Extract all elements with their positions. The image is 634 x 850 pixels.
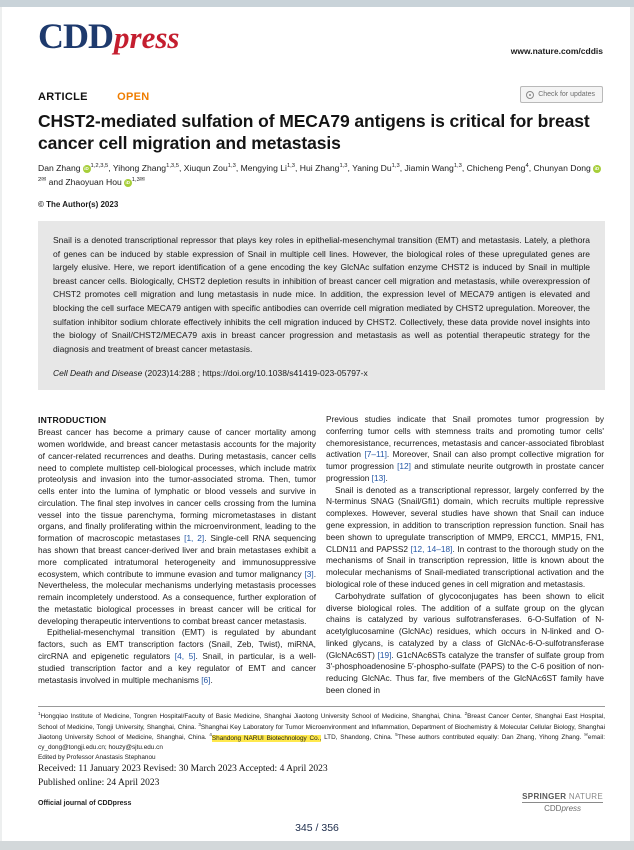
page-edge <box>630 7 634 841</box>
citation-doi-link[interactable]: (2023)14:288 ; https://doi.org/10.1038/s41419-023-05797-x <box>142 368 368 379</box>
article-body <box>38 414 605 707</box>
body-paragraph: Breast cancer has become a primary cause of cancer mortality among women worldwide, and breast cancer metastasis accounts for the majority of cancer-related recurrences and deaths. During metastasis, cancer cells need to complete multistep cell-biological processes, which include matrix proteolysis and invasion into the tumor-associated stroma. Then, tumor cells enter into the lumina of lymphatic or blood vessels and survive in circulation. The final step involves in cancer cells crossing from the lumina vessel into the tissue parenchyma, forming micrometastases in distant organs, and finally proliferating within the microenvironment, leading to the formation of macroscopic metastases [1, 2]. Single-cell RNA sequencing has shown that breast cancer-derived liver and brain metastases exhibit a more complicated intratumoral heterogeneity and immunosuppressive ecosystem, which contribute to immune evasion and tumor malignancy [3]. Nevertheless, the molecular mechanisms underlying metastasis processes remain incompletely understood. As a consequence, further exploration of the metastatic biological processes in breast cancer will be critical for developing therapeutic interventions to combat breast cancer metastasis. <box>38 427 317 626</box>
orcid-icon[interactable]: iD <box>84 166 89 171</box>
journal-url-link[interactable]: www.nature.com/cddis <box>510 46 603 56</box>
citation-ref[interactable]: [1, 2] <box>184 533 205 544</box>
citation-ref[interactable]: [13] <box>371 472 386 483</box>
author: Zhaoyuan Hou iD $^{1,3✉}$ <box>65 176 145 187</box>
orcid-icon[interactable]: iD <box>594 166 600 171</box>
open-access-label: OPEN <box>117 91 150 103</box>
author: Chunyan Dong $iD^{2✉}$ <box>38 163 600 183</box>
author: Chicheng Peng$^4$ <box>466 163 529 173</box>
logo-cdd-text: CDD <box>38 16 113 56</box>
journal-name: Cell Death and Disease <box>53 368 143 379</box>
received-line: Received: 11 January 2023 Revised: 30 March 2023 Accepted: 4 April 2023 <box>38 764 328 774</box>
springer-nature-text: SPRINGER NATURE <box>522 792 603 801</box>
body-column-left <box>38 414 316 707</box>
article-title: CHST2-mediated sulfation of MECA79 antigens is critical for breast cancer cell migration and metastasis <box>38 111 590 154</box>
author: Dan Zhang iD $^{1,2,3,5}$ <box>38 163 109 173</box>
author: Xiuqun Zou$^{1,3}$ <box>183 163 236 173</box>
citation-line <box>53 368 590 378</box>
author: Hui Zhang$^{1,3}$ <box>299 163 348 173</box>
citation-ref[interactable]: [12] <box>397 461 411 472</box>
viewer-bottom-bar <box>0 841 634 850</box>
citation-ref[interactable]: [4, 5] <box>174 651 196 662</box>
body-column-right <box>326 414 604 707</box>
page-edge <box>0 7 2 841</box>
article-type-label: ARTICLE <box>38 91 88 103</box>
body-paragraph: Snail is denoted as a transcriptional repressor, largely conferred by the N-terminus SNAG (Snail/Gfi1) domain, which recruits multiple repressive complexes. However, several studies have shown that Snail can induce gene expression, in addition to transcription repression function. Snail has been shown to upregulate transcription of MMP9, ERCC1, MMP15, FN1, CLDN11 and PAPSS2 [12, 14–18]. In contrast to the thorough study on the mechanisms of Snail in transcription repression, little is known about the molecular mechanisms of Snail-mediated transcriptional activation and the biological role of these induced genes in cell migration and metastasis. <box>326 484 604 589</box>
affiliations-text: $^1$Hongqiao Institute of Medicine, Tongren Hospital/Faculty of Basic Medicine, Shanghai Jiaotong University School of Medicine, Shanghai, China. $^2$Breast Cancer Center, Shanghai East Hospital, School of Medicine, Tongji University, Shanghai, China. $^3$Shanghai Key Laboratory for Tumor Microenvironment and Inflammation, Department of Biochemistry & Molecular Cellular Biology, Shanghai Jiaotong University School of Medicine, Shanghai, China. $^4$Shandong NARUI Biotechnology Co., LTD, Shandong, China. $^5$These authors contributed equally: Dan Zhang, Yihong Zhang. ✉email: cy_dong@tongji.edu.cn; houzy@sjtu.edu.cn <box>38 711 605 752</box>
author-list: Dan Zhang iD $^{1,2,3,5}$, Yihong Zhang$^{1,3,5}$, Xiuqun Zou$^{1,3}$, Mengying Li$^{1,3}$, Hui Zhang$^{1,3}$, Yaning Du$^{1,3}$, Jiamin Wang$^{1,3}$, Chicheng Peng$^4$, Chunyan Dong $iD^{2✉}$ and Zhaoyuan Hou iD $^{1,3✉}$ <box>38 163 600 187</box>
cddpress-logo <box>38 15 179 57</box>
author: Yaning Du$^{1,3}$ <box>352 163 400 173</box>
copyright-line: © The Author(s) 2023 <box>38 200 119 209</box>
springer-nature-logo <box>522 792 603 813</box>
citation-ref[interactable]: [7–11] <box>364 449 387 460</box>
citation-ref[interactable]: [6] <box>201 674 211 685</box>
article-type-row <box>38 91 150 103</box>
email-envelope-icon: ✉ <box>41 176 47 183</box>
logo-press-text: press <box>114 20 180 55</box>
body-paragraph: Carbohydrate sulfation of glycoconjugates has been shown to elicit diverse biological roles. The addition of a sulfate group on the glycan chains is catalyzed by various sulfotransferases. 6-O-Sulfation of N-acetylglucosamine (GlcNAc) residues, which occurs in N-linked and O-linked glycans, is catalyzed by a class of GlcNAc-6-O-sulfotransferase (GlcNAc6ST) [19]. G1cNAc6STs catalyze the transfer of sulfate group from 3′-phosphoadenosine 5′-phospho-sulfate (PAPS) to the C-6 position of non-reducing GlcNAc. Thus far, five members of the GlcNAc6ST family have been cloned in <box>326 590 605 695</box>
citation-ref[interactable]: [19] <box>377 649 392 660</box>
official-journal-line: Official journal of CDDpress <box>38 800 132 807</box>
edited-by-line: Edited by Professor Anastasis Stephanou <box>38 753 156 761</box>
author: Mengying Li$^{1,3}$ <box>240 163 295 173</box>
highlighted-affiliation: Shandong NARUI Biotechnology Co., <box>211 734 322 742</box>
orcid-icon[interactable]: iD <box>125 179 131 185</box>
body-paragraph: Previous studies indicate that Snail promotes tumor progression by conferring tumor cells with stemness traits and promoting tumor cells' chemoresistance, recurrences, metastasis and cancer-associated fibroblast activation [7–11]. Moreover, Snail can also prompt collective migration for tumor progression [12] and stimulate neurite outgrowth in prostate cancer progression [13]. <box>326 414 605 483</box>
author: Jiamin Wang$^{1,3}$ <box>404 163 462 173</box>
published-line: Published online: 24 April 2023 <box>38 777 160 788</box>
email-envelope-icon: ✉ <box>139 176 145 183</box>
footnote-block <box>38 706 605 761</box>
history-dates <box>38 763 328 791</box>
viewer-top-bar <box>0 0 634 7</box>
citation-ref[interactable]: [12, 14–18] <box>410 543 453 554</box>
introduction-heading: INTRODUCTION <box>38 415 107 425</box>
crossmark-icon <box>526 91 534 99</box>
citation-ref[interactable]: [3] <box>304 568 314 579</box>
author: Yihong Zhang$^{1,3,5}$ <box>112 163 179 173</box>
check-for-updates-label: Check for updates <box>538 91 595 98</box>
abstract-text: Snail is a denoted transcriptional repressor that plays key roles in epithelial-mesenchymal transition (EMT) and metastasis. Lately, a plethora of genes can be induced by stable expression of Snail in multiple cell lines. However, the biological roles of these upregulated genes are largely elusive. Here, we report identification of a gene encoding the key GlcNAc sulfation enzyme CHST2 is induced by Snail in multiple breast cancer cells. Biologically, CHST2 depletion results in inhibition of breast cancer cell migration and metastasis, while overexpression of CHST2 promotes cell migration and lung metastasis in nude mice. In addition, the expression level of MECA79 antigen is elevated and blocking the cell surface MECA79 antigen with specific antibodies can override cell migration mediated by CHST2 upregulation. Moreover, the sulfation inhibitor sodium chlorate effectively inhibits the cell migration induced by CHST2. Collectively, these data provide novel insights into the biology of Snail/CHST2/MECA79 axis in breast cancer progression and metastasis as well as potential therapeutic strategy for the diagnosis and treatment of breast cancer metastasis. <box>53 235 590 354</box>
page-indicator: 345 / 356 <box>295 822 339 834</box>
check-for-updates-button[interactable] <box>520 86 603 103</box>
cddpress-footer-text: CDDpress <box>522 802 603 813</box>
body-paragraph: Epithelial-mesenchymal transition (EMT) is regulated by abundant factors, such as EMT transcription factors (Snail, Zeb, Twist), miRNA, circRNA and epigenetic regulators [4, 5]. Snail, in particular, is a well-studied transcription factor and a key regulator of EMT and cancer metastasis involved in multiple mechanisms [6]. <box>38 627 317 685</box>
abstract-box <box>38 221 605 390</box>
